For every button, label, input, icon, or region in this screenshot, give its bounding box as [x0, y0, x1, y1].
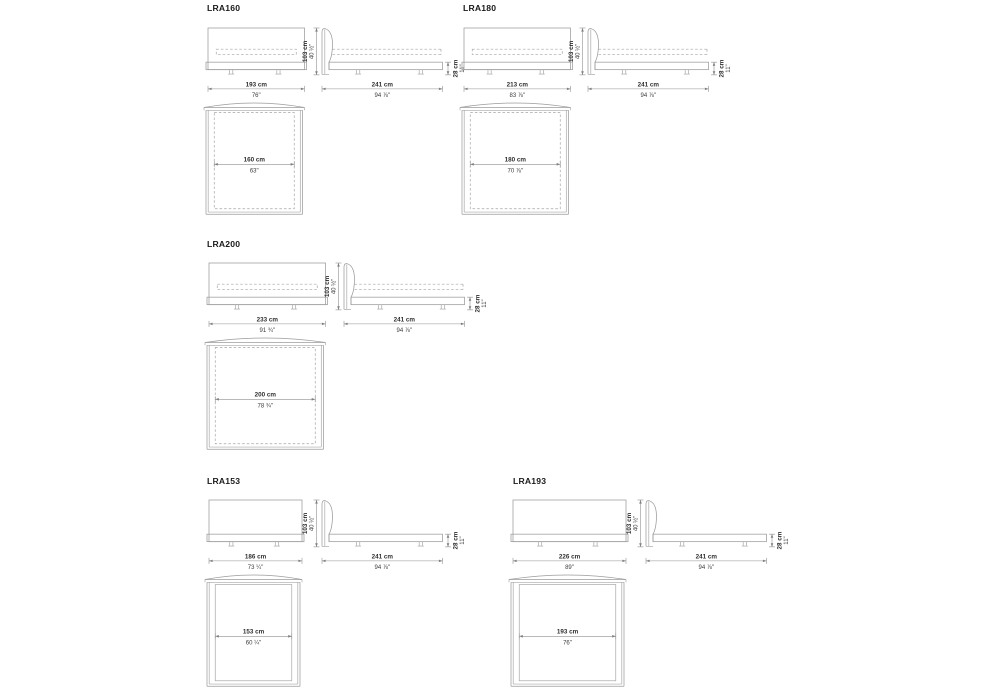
dim-arrow [301, 88, 305, 91]
dim-arrow [464, 88, 468, 91]
height-dim-cm-label: 103 cm [323, 275, 331, 298]
dim-arrow [612, 635, 616, 638]
dim-arrow [447, 543, 450, 547]
dim-arrow [513, 560, 517, 563]
height-dim-cm-label: 103 cm [301, 512, 309, 535]
base-height-dim-cm-label: 28 cm [776, 531, 784, 550]
base-height-dim-in-label: 11" [784, 536, 790, 545]
top-view [509, 575, 626, 686]
base-frame-side [653, 534, 767, 542]
mattress-outline-front [472, 49, 562, 54]
dim-arrow [705, 88, 709, 91]
height-dim-in-label: 40 ½" [309, 43, 316, 60]
front-view [206, 28, 307, 99]
front-view [207, 500, 304, 571]
dim-arrow [322, 88, 326, 91]
front-view [462, 28, 573, 99]
mattress-outline-front [216, 49, 296, 54]
dim-arrow [291, 163, 295, 166]
front-width-dim-cm-label: 233 cm [256, 316, 278, 324]
mattress-width-dim-in-label: 60 ¼" [245, 640, 262, 647]
side-length-dim-in-label: 94 ⅞" [374, 565, 390, 572]
dim-arrow [713, 62, 716, 66]
front-width-dim-in-label: 83 ⅞" [509, 93, 525, 100]
dim-arrow [447, 71, 450, 75]
top-view [205, 338, 326, 449]
dim-arrow [298, 560, 302, 563]
side-length-dim-in-label: 94 ⅞" [640, 93, 656, 100]
dim-arrow [557, 163, 561, 166]
dim-arrow [215, 398, 219, 401]
headboard-front [464, 28, 571, 70]
mattress-width-dim-in-label: 70 ⅞" [507, 168, 523, 175]
side-length-dim-cm-label: 241 cm [371, 553, 393, 561]
model-LRA193 [509, 476, 790, 686]
dim-arrow [470, 163, 474, 166]
base-height-dim-in-label: 11" [460, 64, 466, 73]
mattress-outline-front [217, 284, 317, 289]
dim-arrow [344, 323, 348, 326]
base-frame-side [595, 62, 709, 70]
base-frame-side [329, 62, 443, 70]
dim-arrow [646, 560, 650, 563]
model-title: LRA153 [207, 476, 241, 486]
dim-arrow [519, 635, 523, 638]
model-LRA200 [205, 239, 488, 449]
model-LRA153 [205, 476, 466, 686]
front-width-dim-cm-label: 186 cm [244, 553, 267, 561]
base-height-dim-cm-label: 28 cm [474, 294, 482, 313]
base-height-dim-in-label: 11" [460, 536, 466, 545]
side-view [322, 501, 466, 571]
dim-arrow [447, 62, 450, 66]
side-length-dim-in-label: 94 ⅞" [698, 565, 714, 572]
headboard-top-arc [509, 575, 626, 580]
headboard-front [513, 500, 626, 542]
base-frame-front [207, 297, 328, 305]
dim-arrow [622, 560, 626, 563]
height-dim-cm-label: 103 cm [625, 512, 633, 535]
mattress-width-dim-in-label: 63" [249, 168, 259, 175]
mattress-width-dim-cm-label: 200 cm [254, 391, 276, 399]
dim-arrow [322, 560, 326, 563]
height-dim-in-label: 40 ½" [575, 43, 582, 60]
dim-arrow [469, 297, 472, 301]
dim-arrow [322, 323, 326, 326]
side-length-dim-cm-label: 241 cm [371, 81, 393, 89]
headboard-top-arc [460, 103, 571, 108]
height-dim-in-label: 40 ½" [633, 515, 640, 532]
dim-arrow [315, 71, 318, 75]
front-width-dim-cm-label: 226 cm [558, 553, 581, 561]
dim-arrow [208, 88, 212, 91]
model-title: LRA180 [463, 3, 497, 13]
dim-arrow [713, 71, 716, 75]
dim-arrow [639, 500, 642, 504]
height-dim-in-label: 40 ½" [331, 278, 338, 295]
side-length-dim-cm-label: 241 cm [637, 81, 659, 89]
base-height-dim-cm-label: 28 cm [718, 59, 726, 78]
dim-arrow [771, 543, 774, 547]
side-length-dim-in-label: 94 ⅞" [396, 328, 412, 335]
base-frame-front [206, 62, 307, 70]
dim-arrow [763, 560, 767, 563]
mattress-width-dim-in-label: 76" [563, 640, 572, 647]
height-dim-cm-label: 103 cm [301, 40, 309, 63]
front-width-dim-in-label: 76" [251, 93, 261, 100]
base-frame-side [329, 534, 443, 542]
dim-arrow [639, 543, 642, 547]
side-view [646, 501, 790, 571]
front-width-dim-in-label: 89" [565, 565, 574, 572]
model-LRA160 [204, 3, 466, 214]
dim-arrow [215, 635, 219, 638]
front-width-dim-cm-label: 213 cm [506, 81, 528, 89]
front-width-dim-in-label: 91 ¾" [259, 328, 275, 335]
model-LRA180 [460, 3, 732, 214]
top-view [204, 103, 305, 214]
dim-arrow [439, 88, 443, 91]
dim-arrow [315, 28, 318, 32]
side-length-dim-cm-label: 241 cm [695, 553, 717, 561]
dim-arrow [315, 500, 318, 504]
front-view [511, 500, 628, 571]
height-dim-in-label: 40 ½" [309, 515, 316, 532]
base-frame-side [351, 297, 465, 305]
mattress-width-dim-cm-label: 180 cm [504, 156, 526, 164]
side-length-dim-in-label: 94 ⅞" [374, 93, 390, 100]
front-width-dim-cm-label: 193 cm [245, 81, 267, 89]
dim-arrow [581, 71, 584, 75]
mattress-width-dim-in-label: 78 ¾" [257, 403, 273, 410]
dim-arrow [469, 306, 472, 310]
mattress-width-dim-cm-label: 160 cm [243, 156, 265, 164]
front-view [207, 263, 328, 334]
dim-arrow [209, 323, 213, 326]
dim-arrow [209, 560, 213, 563]
headboard-front [209, 500, 302, 542]
top-view [205, 575, 302, 686]
dim-arrow [461, 323, 465, 326]
dim-arrow [567, 88, 571, 91]
mattress-width-dim-cm-label: 193 cm [556, 628, 579, 636]
top-view [460, 103, 571, 214]
dim-arrow [439, 560, 443, 563]
dim-arrow [771, 534, 774, 538]
dim-arrow [581, 28, 584, 32]
side-view [588, 29, 732, 99]
dim-arrow [312, 398, 316, 401]
headboard-top-arc [205, 575, 302, 580]
headboard-top-arc [205, 338, 326, 343]
dim-arrow [214, 163, 218, 166]
dim-arrow [337, 263, 340, 267]
base-height-dim-cm-label: 28 cm [452, 59, 460, 78]
dim-arrow [315, 543, 318, 547]
side-length-dim-cm-label: 241 cm [393, 316, 415, 324]
model-title: LRA160 [207, 3, 241, 13]
height-dim-cm-label: 103 cm [567, 40, 575, 63]
dim-arrow [337, 306, 340, 310]
base-height-dim-in-label: 11" [482, 299, 488, 308]
side-view [344, 264, 488, 334]
base-frame-front [511, 534, 628, 542]
dim-arrow [447, 534, 450, 538]
dim-arrow [588, 88, 592, 91]
headboard-top-arc [204, 103, 305, 108]
base-height-dim-in-label: 11" [726, 64, 732, 73]
mattress-width-dim-cm-label: 153 cm [242, 628, 265, 636]
dim-arrow [288, 635, 292, 638]
side-view [322, 29, 466, 99]
base-height-dim-cm-label: 28 cm [452, 531, 460, 550]
model-title: LRA200 [207, 239, 241, 249]
front-width-dim-in-label: 73 ¼" [247, 565, 264, 572]
model-title: LRA193 [513, 476, 547, 486]
base-frame-front [207, 534, 304, 542]
